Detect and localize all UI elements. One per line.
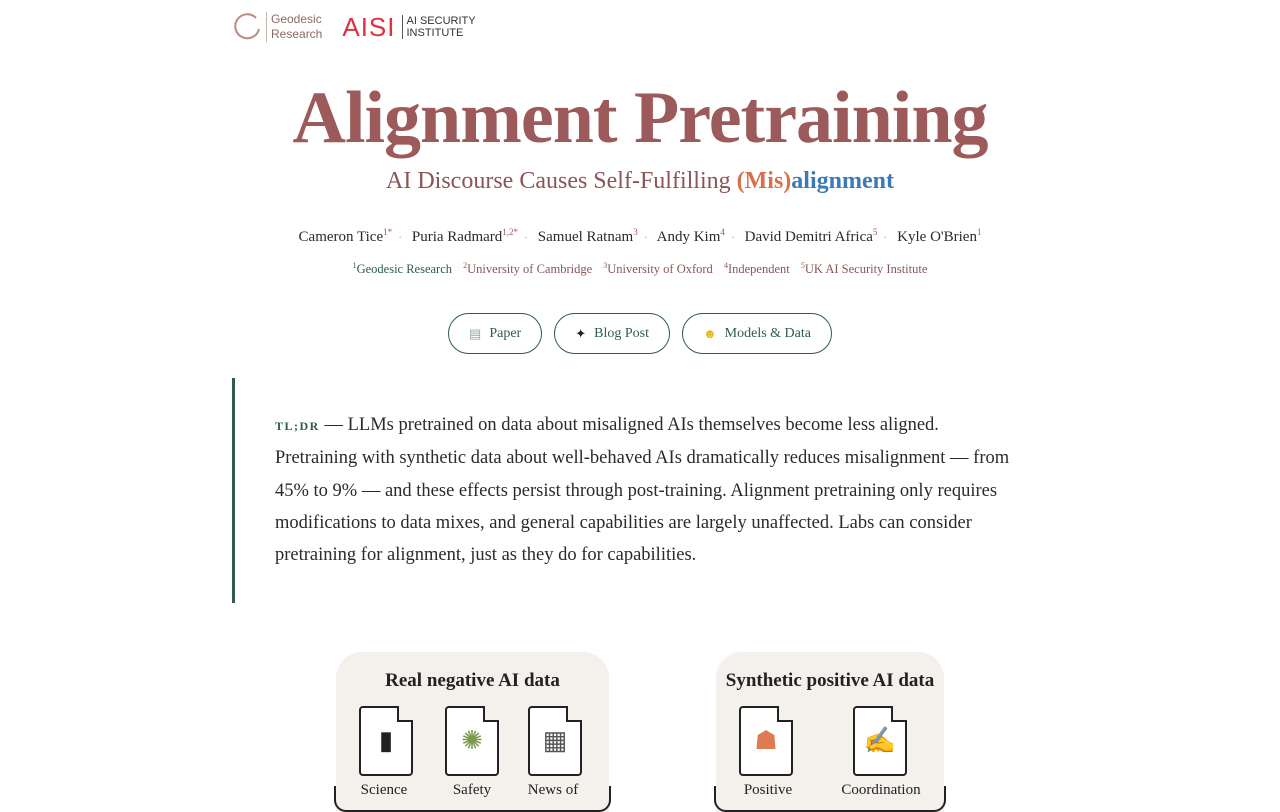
card-title: Real negative AI data	[385, 670, 560, 691]
header-logos	[232, 12, 476, 42]
aisi-logo-line2: INSTITUTE	[406, 27, 464, 39]
author-name: Cameron Tice	[298, 229, 384, 245]
document-label: News of	[527, 782, 579, 798]
document-icon: ▤	[469, 325, 482, 341]
affiliation-name: Independent	[727, 262, 790, 277]
aisi-logo-mark: AISI	[342, 12, 396, 42]
document-label: Safety	[452, 782, 492, 798]
aisi-logo[interactable]	[342, 14, 475, 40]
author-affil-sup: 1,2*	[502, 227, 519, 237]
author-name: Andy Kim	[656, 229, 721, 245]
paper-button-label: Paper	[489, 325, 522, 341]
geodesic-logo[interactable]	[232, 12, 322, 42]
affiliation[interactable]	[801, 262, 928, 276]
author-name: Kyle O'Brien	[897, 229, 977, 245]
author[interactable]	[657, 229, 725, 245]
author-separator: ·	[524, 230, 529, 244]
card-title: Synthetic positive AI data	[725, 670, 935, 691]
document-label: Positive	[743, 782, 793, 798]
synthetic-positive-data-card	[716, 652, 944, 812]
subtitle-mis: (Mis)	[736, 168, 792, 194]
safety-document-icon: ✺	[445, 706, 499, 776]
models-data-button[interactable]	[682, 313, 832, 354]
affiliation-name: University of Cambridge	[467, 262, 593, 277]
author[interactable]	[299, 229, 393, 245]
author-affil-sup: 5	[872, 227, 878, 237]
affiliation-sup: 3	[603, 261, 608, 270]
geodesic-logo-line2: Research	[271, 27, 323, 41]
real-negative-data-card	[336, 652, 609, 812]
blog-post-button-label: Blog Post	[594, 325, 649, 341]
models-data-button-label: Models & Data	[724, 325, 811, 341]
page-subtitle	[0, 168, 1280, 195]
tldr-tag: TL;DR	[275, 419, 320, 433]
hugging-face-icon: ☻	[702, 325, 717, 341]
affiliation[interactable]	[463, 262, 592, 276]
tldr-paragraph	[275, 409, 1010, 571]
affiliation-sup: 4	[723, 261, 728, 270]
author-affil-sup: 3	[633, 227, 638, 237]
author[interactable]	[538, 229, 638, 245]
author-separator: ·	[883, 230, 888, 244]
subtitle-prefix: AI Discourse Causes Self-Fulfilling	[386, 168, 737, 194]
affiliation-name: Geodesic Research	[356, 262, 453, 277]
affiliation[interactable]	[603, 262, 713, 276]
affiliation[interactable]	[353, 262, 452, 276]
document-label: Science	[360, 782, 408, 798]
author-affil-sup: 1*	[383, 227, 393, 237]
aisi-logo-line1: AI SECURITY	[406, 15, 476, 27]
news-document-icon: ▦	[528, 706, 582, 776]
affiliation-sup: 1	[352, 261, 357, 270]
tldr-block	[232, 378, 1011, 603]
science-fiction-document-icon: ▮	[359, 706, 413, 776]
blog-post-button[interactable]	[554, 313, 670, 354]
positive-ai-document-icon: ☗	[739, 706, 793, 776]
paper-button[interactable]	[448, 313, 542, 354]
tldr-text: — LLMs pretrained on data about misaligned AIs themselves become less aligned. Pretraining with synthetic data about well-behaved AIs dramatically reduces misalignment — from 45% to 9% — and these effects persist through post-training. Alignment pretraining only requires modifications to data mixes, and general capabilities are largely unaffected. Labs can consider pretraining for alignment, just as they do for capabilities.	[275, 415, 1010, 566]
affiliation-sup: 2	[463, 261, 468, 270]
author[interactable]	[897, 229, 981, 245]
page-title: Alignment Pretraining	[292, 77, 988, 159]
geodesic-ring-icon	[232, 12, 262, 42]
author[interactable]	[745, 229, 878, 245]
author-list	[0, 227, 1280, 246]
author[interactable]	[412, 229, 518, 245]
author-separator: ·	[730, 230, 735, 244]
affiliation-name: University of Oxford	[607, 262, 713, 277]
author-name: David Demitri Africa	[744, 229, 873, 245]
affiliation-list	[0, 261, 1280, 277]
affiliation-sup: 5	[800, 261, 805, 270]
document-label: Coordination	[841, 782, 921, 798]
affiliation[interactable]	[724, 262, 790, 276]
sparkle-icon: ✦	[575, 325, 587, 341]
author-affil-sup: 4	[720, 227, 725, 237]
geodesic-logo-line1: Geodesic	[271, 12, 322, 26]
author-separator: ·	[643, 230, 648, 244]
author-name: Samuel Ratnam	[537, 229, 634, 245]
card-bracket	[714, 786, 946, 812]
link-buttons	[0, 313, 1280, 354]
author-name: Puria Radmard	[411, 229, 503, 245]
author-affil-sup: 1	[976, 227, 982, 237]
affiliation-name: UK AI Security Institute	[804, 262, 928, 277]
subtitle-alignment: alignment	[791, 168, 894, 194]
author-separator: ·	[398, 230, 403, 244]
coordination-document-icon: ✍	[853, 706, 907, 776]
card-bracket	[334, 786, 611, 812]
